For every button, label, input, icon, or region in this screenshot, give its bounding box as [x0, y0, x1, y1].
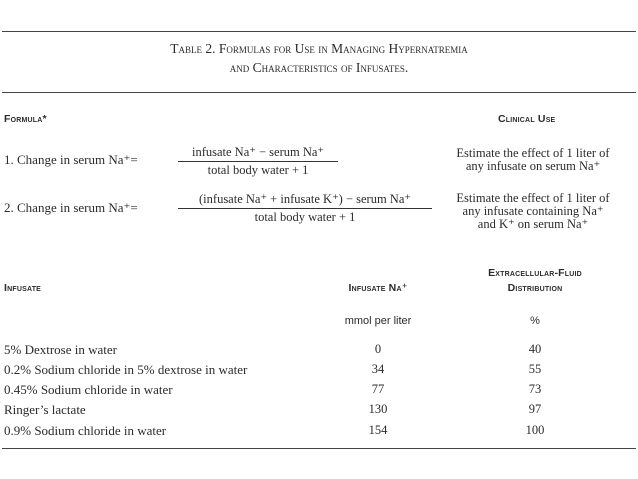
- bottom-rule: [2, 448, 636, 449]
- infusate-na-column-header: Infusate Na⁺: [348, 282, 408, 294]
- title-rule: [2, 92, 636, 93]
- table-title-line1: Table 2. Formulas for Use in Managing Hypernatremia: [170, 41, 468, 56]
- formula-2-use-line1: Estimate the effect of 1 liter of: [456, 191, 610, 205]
- infusate-name: 0.9% Sodium chloride in water: [4, 423, 167, 438]
- formula-column-header: Formula*: [4, 113, 47, 125]
- formula-1-use-line1: Estimate the effect of 1 liter of: [456, 146, 610, 160]
- ecf-column-header-line2: Distribution: [507, 282, 563, 294]
- clinical-use-column-header: Clinical Use: [498, 113, 556, 125]
- formula-2-use-line3: and K⁺ on serum Na⁺: [477, 217, 589, 231]
- infusate-na-value: 0: [374, 342, 382, 356]
- ecf-column-header-line1: Extracellular-Fluid: [488, 267, 582, 279]
- formula-1-numerator: infusate Na⁺ − serum Na⁺: [178, 144, 338, 162]
- table-title-line2: and Characteristics of Infusates.: [229, 60, 409, 75]
- infusate-name: Ringer’s lactate: [4, 402, 86, 417]
- ecf-value: 40: [528, 342, 542, 356]
- formula-2-label: 2. Change in serum Na⁺=: [4, 200, 138, 215]
- formula-1-clinical-use: [440, 147, 626, 173]
- ecf-value: 73: [528, 382, 542, 396]
- infusate-na-value: 130: [368, 402, 388, 416]
- top-rule: [2, 31, 636, 32]
- formula-2-fraction: [178, 191, 432, 225]
- infusate-na-value: 154: [368, 423, 388, 437]
- formula-1-fraction: [178, 144, 338, 178]
- formula-1-use-line2: any infusate on serum Na⁺: [465, 159, 601, 173]
- formula-1-denominator: total body water + 1: [207, 163, 309, 177]
- formula-2-numerator: (infusate Na⁺ + infusate K⁺) − serum Na⁺: [178, 191, 432, 209]
- ecf-value: 97: [528, 402, 542, 416]
- formula-1-label: 1. Change in serum Na⁺=: [4, 152, 138, 167]
- infusate-name: 0.2% Sodium chloride in 5% dextrose in water: [4, 362, 248, 377]
- infusate-name: 5% Dextrose in water: [4, 342, 117, 357]
- ecf-unit-label: %: [530, 315, 540, 327]
- infusate-na-value: 34: [371, 362, 385, 376]
- na-unit-label: mmol per liter: [344, 315, 412, 327]
- formula-2-denominator: total body water + 1: [254, 210, 356, 224]
- ecf-value: 100: [525, 423, 545, 437]
- formula-2-clinical-use: [440, 192, 626, 231]
- formula-2-use-line2: any infusate containing Na⁺: [462, 204, 604, 218]
- infusate-na-value: 77: [371, 382, 385, 396]
- infusate-name: 0.45% Sodium chloride in water: [4, 382, 173, 397]
- ecf-value: 55: [528, 362, 542, 376]
- infusate-column-header: Infusate: [4, 282, 42, 294]
